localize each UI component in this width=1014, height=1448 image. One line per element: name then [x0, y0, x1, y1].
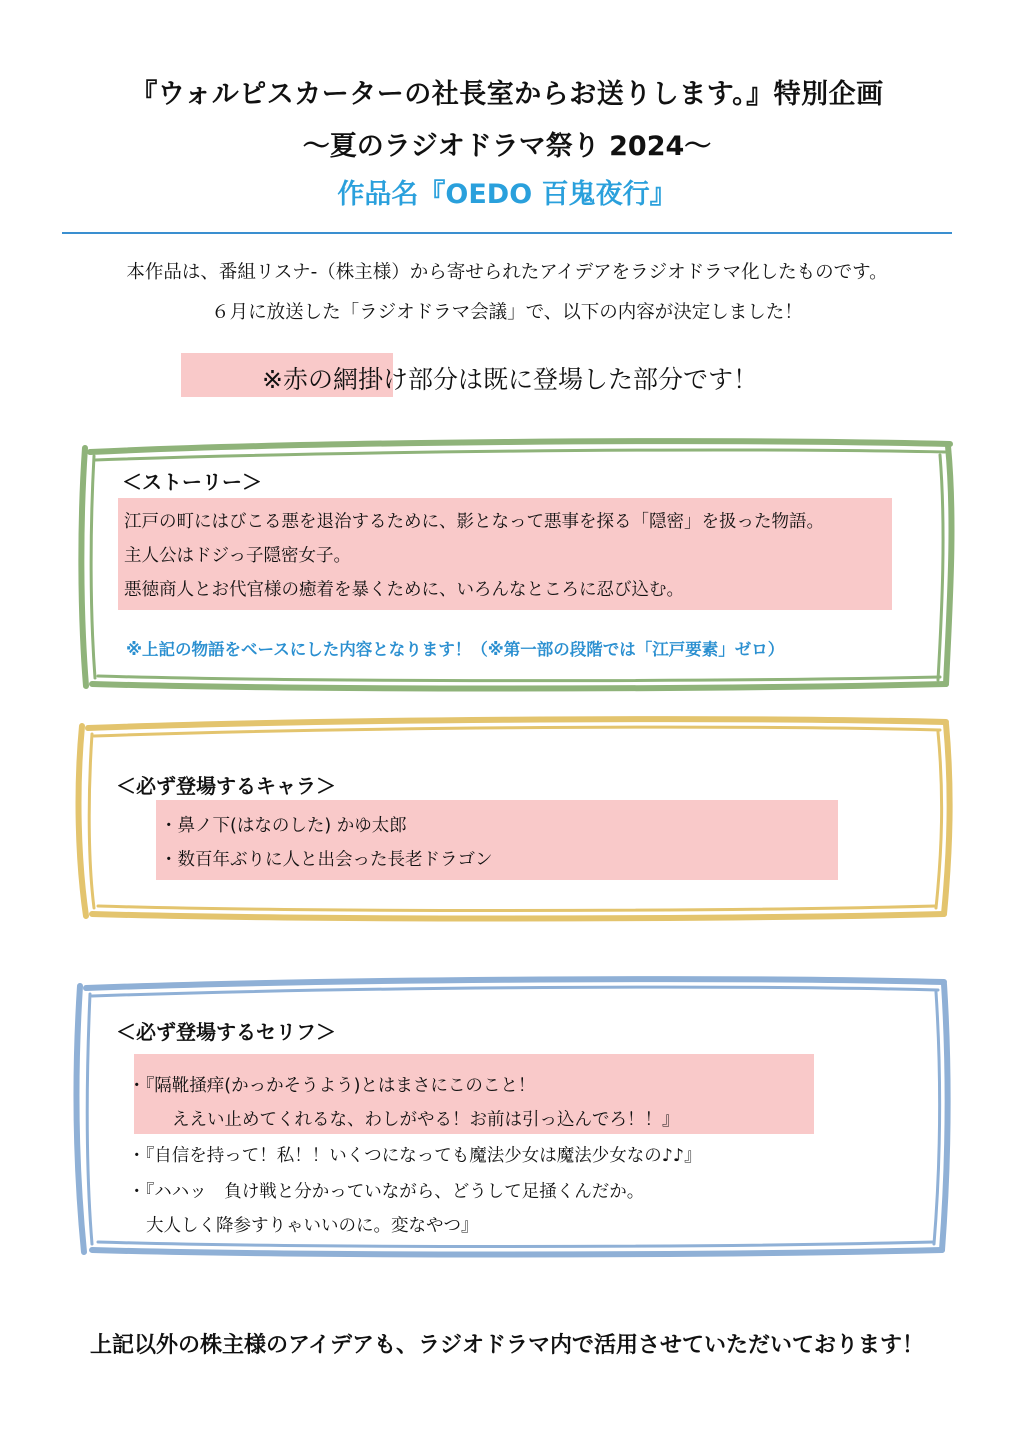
- story-line-2: 主人公はドジっ子隠密女子。: [124, 546, 351, 566]
- page-title: 『ウォルピスカーターの社長室からお送りします。』特別企画: [130, 79, 884, 110]
- character-2: ・数百年ぶりに人と出会った長老ドラゴン: [160, 850, 493, 870]
- intro-line-2: ６月に放送した「ラジオドラマ会議」で、以下の内容が決定しました！: [211, 302, 803, 323]
- divider: [62, 232, 952, 234]
- page-subtitle: 〜夏のラジオドラマ祭り 2024〜: [302, 131, 712, 162]
- line-1a: ・『隔靴掻痒(かっかそうよう)とはまさにこのこと！: [128, 1076, 536, 1096]
- character-1: ・鼻ノ下(はなのした) かゆ太郎: [160, 816, 407, 836]
- footer-note: 上記以外の株主様のアイデアも、ラジオドラマ内で活用させていただいております！: [89, 1333, 925, 1358]
- work-title: 作品名『OEDO 百鬼夜行』: [337, 179, 677, 210]
- line-3b: 大人しく降参すりゃいいのに。変なやつ』: [146, 1216, 479, 1236]
- story-heading: ＜ストーリー＞: [122, 470, 262, 494]
- characters-heading: ＜必ず登場するキャラ＞: [116, 774, 336, 798]
- highlight-note: ※赤の網掛け部分は既に登場した部分です！: [262, 365, 758, 394]
- lines-heading: ＜必ず登場するセリフ＞: [116, 1020, 336, 1044]
- story-line-3: 悪徳商人とお代官様の癒着を暴くために、いろんなところに忍び込む。: [124, 580, 684, 600]
- intro-line-1: 本作品は、番組リスナ-（株主様）から寄せられたアイデアをラジオドラマ化したものです。: [126, 262, 888, 283]
- line-3a: ・『ハハッ 負け戦と分かっていながら、どうして足掻くんだか。: [128, 1182, 645, 1202]
- story-note: ※上記の物語をベースにした内容となります！（※第一部の段階では「江戸要素」ゼロ）: [126, 640, 785, 659]
- story-line-1: 江戸の町にはびこる悪を退治するために、影となって悪事を探る「隠密」を扱った物語。: [124, 512, 824, 532]
- line-1b: ええい止めてくれるな、わしがやる！お前は引っ込んでろ！！』: [172, 1110, 680, 1130]
- line-2: ・『自信を持って！私！！いくつになっても魔法少女は魔法少女なの♪♪』: [128, 1146, 702, 1166]
